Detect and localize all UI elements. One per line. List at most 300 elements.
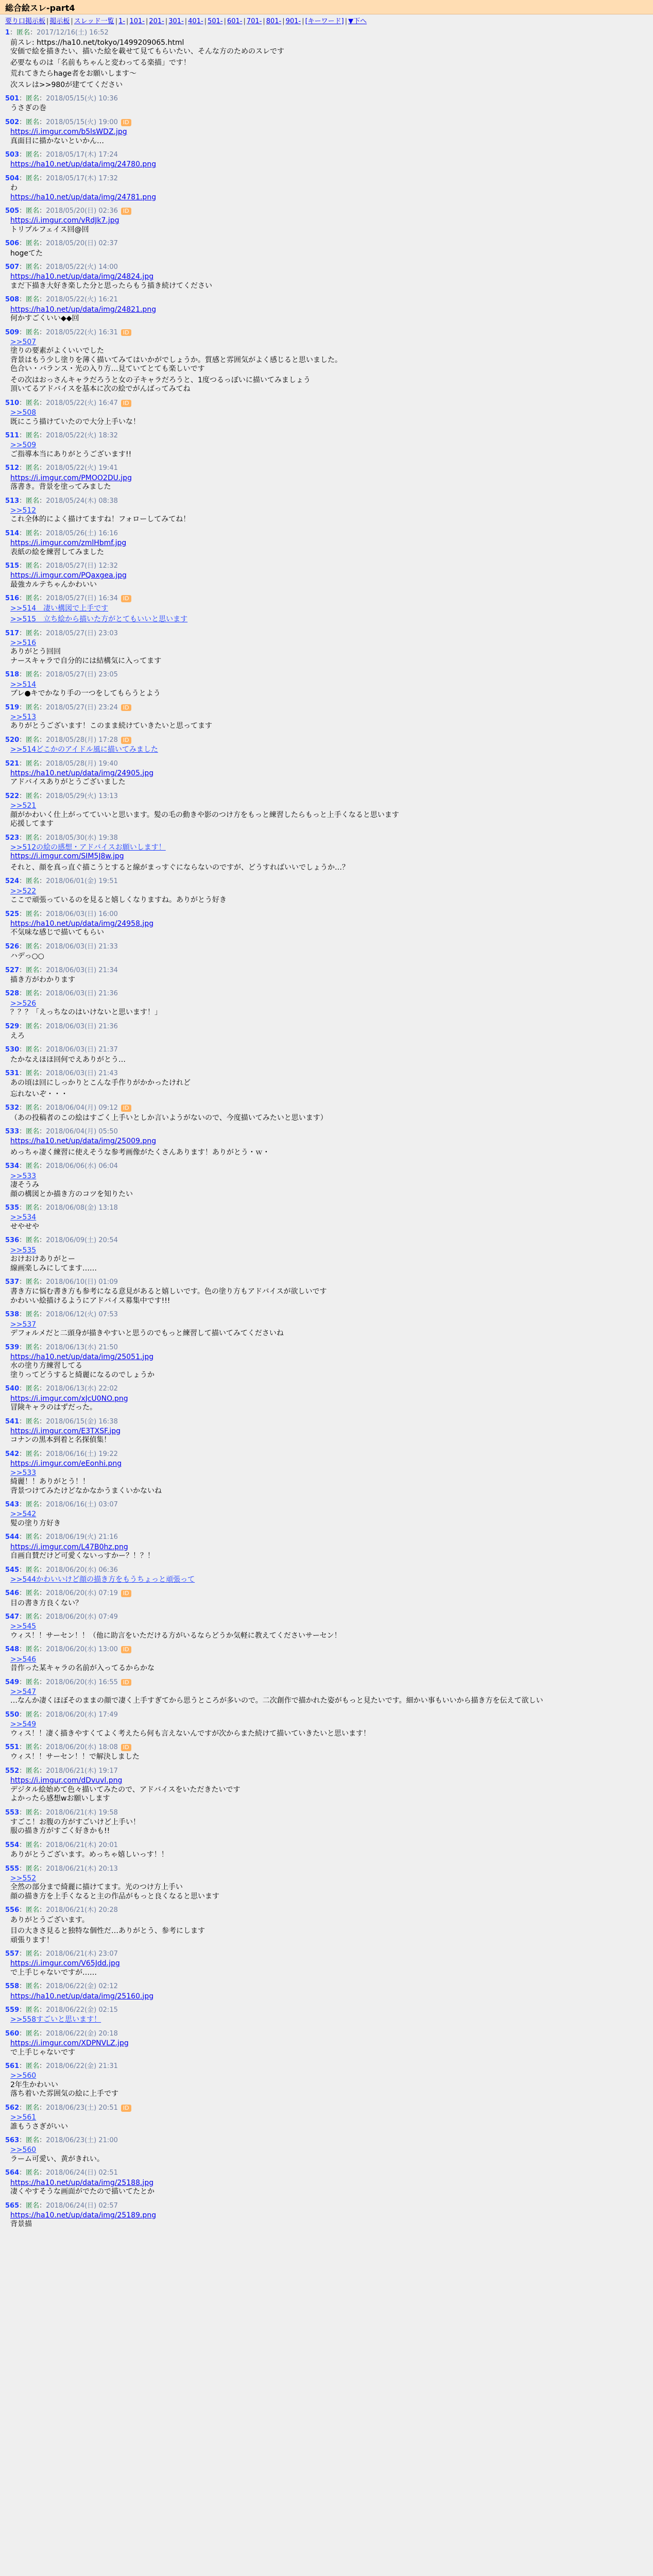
post-date: 2018/05/28(月) 17:28 xyxy=(46,736,118,744)
post-number[interactable]: 543 xyxy=(5,1501,20,1509)
post-header xyxy=(5,1906,648,1914)
reply-anchor[interactable]: >>552 xyxy=(10,1874,37,1883)
post-date: 2018/05/27(日) 16:34 xyxy=(46,595,118,603)
nav-separator: | xyxy=(71,18,73,25)
post-author: 匿名 xyxy=(26,1678,40,1686)
post-text: ご指導本当にありがとうございます!! xyxy=(10,450,132,459)
nav-link[interactable]: 掲示板 xyxy=(49,18,70,25)
image-link[interactable]: https://ha10.net/up/data/img/24821.png xyxy=(10,305,157,314)
reply-anchor[interactable]: >>515 立ち絵から描いた方がとてもいいと思います xyxy=(10,615,188,623)
post xyxy=(5,1162,648,1199)
nav-separator: | xyxy=(204,18,207,25)
post-text: 目の書き方良くない？ xyxy=(10,1599,82,1607)
post-number[interactable]: 514 xyxy=(5,529,20,537)
nav-link[interactable]: 101- xyxy=(129,18,145,25)
post xyxy=(5,1566,648,1585)
post-text: よかったら感想wお願いします xyxy=(10,1794,110,1803)
post-header xyxy=(5,1162,648,1171)
post xyxy=(5,1841,648,1860)
post-separator: ： xyxy=(19,562,26,570)
post-number[interactable]: 549 xyxy=(5,1678,20,1686)
post-author: 匿名 xyxy=(26,1450,40,1458)
post-separator: ： xyxy=(19,2201,26,2210)
post-date: 2018/05/27(日) 23:05 xyxy=(46,671,118,679)
reply-anchor[interactable]: >>508 xyxy=(10,409,37,417)
post-author: 匿名 xyxy=(26,1646,40,1654)
nav-link[interactable]: 901- xyxy=(285,18,301,25)
post-number[interactable]: 546 xyxy=(5,1589,20,1598)
post-author: 匿名 xyxy=(26,1070,40,1077)
post-header xyxy=(5,1128,648,1136)
post xyxy=(5,399,648,427)
reply-anchor[interactable]: >>547 xyxy=(10,1687,37,1696)
image-link[interactable]: https://i.imgur.com/L47B0hz.png xyxy=(10,1543,128,1551)
post-id-badge: ID xyxy=(121,1646,131,1653)
nav-link[interactable]: 401- xyxy=(188,18,203,25)
post-author: 匿名 xyxy=(26,1417,40,1426)
post-body xyxy=(10,571,648,589)
post-body xyxy=(10,184,648,202)
post-separator: ： xyxy=(19,1808,26,1817)
post-text: これ全体的によく描けてますね！フォローしてみてね！ xyxy=(10,515,191,524)
post xyxy=(5,1278,648,1306)
post-date: 2018/06/03(日) 21:37 xyxy=(46,1046,118,1054)
post-text: 水の塗り方練習してる xyxy=(10,1362,82,1370)
post-number[interactable]: 537 xyxy=(5,1278,20,1286)
post-number[interactable]: 530 xyxy=(5,1046,20,1054)
post-body xyxy=(10,1776,648,1804)
reply-anchor[interactable]: >>533 xyxy=(10,1172,37,1180)
post-header xyxy=(5,497,648,505)
post-author: 匿名 xyxy=(26,1311,40,1319)
post-text: 安価で絵を描きたい、描いた絵を載せて見てもらいたい、そんな方のためのスレです xyxy=(10,47,284,56)
post-separator: ： xyxy=(19,1743,26,1751)
image-link[interactable]: https://ha10.net/up/data/img/25189.png xyxy=(10,2211,157,2219)
post-date: 2018/06/19(火) 21:16 xyxy=(46,1533,118,1541)
post-id-badge: ID xyxy=(121,704,131,711)
image-link[interactable]: https://ha10.net/up/data/img/24905.jpg xyxy=(10,769,154,777)
post-number[interactable]: 528 xyxy=(5,990,20,998)
post-separator: ： xyxy=(19,1022,26,1030)
post-separator: ： xyxy=(19,1236,26,1245)
post-number[interactable]: 503 xyxy=(5,151,20,159)
post-number[interactable]: 508 xyxy=(5,296,20,304)
post-author: 匿名 xyxy=(26,1236,40,1245)
post-number[interactable]: 506 xyxy=(5,240,20,248)
reply-anchor[interactable]: >>509 xyxy=(10,441,37,450)
post-date: 2018/06/03(日) 21:33 xyxy=(46,942,118,951)
image-link[interactable]: https://ha10.net/up/data/img/24958.jpg xyxy=(10,919,154,928)
nav-link[interactable]: 601- xyxy=(227,18,243,25)
post-number[interactable]: 548 xyxy=(5,1646,20,1654)
post-separator: ： xyxy=(39,328,46,336)
post-separator: ： xyxy=(19,1566,26,1574)
post-body xyxy=(10,2146,648,2164)
post-number[interactable]: 562 xyxy=(5,2104,20,2112)
post-number[interactable]: 502 xyxy=(5,118,20,126)
reply-anchor[interactable]: >>516 xyxy=(10,638,37,647)
post-number[interactable]: 538 xyxy=(5,1311,20,1319)
post xyxy=(5,2202,648,2229)
reply-anchor[interactable]: >>560 xyxy=(10,2072,37,2080)
post-separator: ： xyxy=(19,1678,26,1686)
post-number[interactable]: 520 xyxy=(5,736,20,744)
post-separator: ： xyxy=(39,240,46,248)
post-author: 匿名 xyxy=(26,2006,40,2014)
post-separator: ： xyxy=(39,759,46,768)
post-body xyxy=(10,2072,648,2099)
post-header xyxy=(5,1104,648,1112)
post-number[interactable]: 565 xyxy=(5,2201,20,2210)
post-id-badge: ID xyxy=(121,1105,131,1112)
post-number[interactable]: 509 xyxy=(5,328,20,336)
post-author: 匿名 xyxy=(26,207,40,215)
post-number[interactable]: 527 xyxy=(5,966,20,974)
post-number[interactable]: 512 xyxy=(5,464,20,472)
post-date: 2018/05/15(火) 10:36 xyxy=(46,95,118,103)
post xyxy=(5,1070,648,1099)
nav-link[interactable]: 要り口掲示板 xyxy=(5,18,46,25)
post-body xyxy=(10,249,648,259)
image-link[interactable]: https://ha10.net/up/data/img/24781.png xyxy=(10,193,157,201)
nav-link[interactable]: 501- xyxy=(208,18,223,25)
post-number[interactable]: 521 xyxy=(5,759,20,768)
reply-anchor[interactable]: >>560 xyxy=(10,2146,37,2155)
reply-anchor[interactable]: >>521 xyxy=(10,802,37,810)
post-separator: ： xyxy=(19,174,26,182)
reply-anchor[interactable]: >>526 xyxy=(10,999,37,1008)
post-number[interactable]: 515 xyxy=(5,562,20,570)
post-body xyxy=(10,2015,648,2025)
reply-anchor[interactable]: >>535 xyxy=(10,1246,37,1255)
reply-anchor[interactable]: >>512の絵の感想・アドバイスお願いします！ xyxy=(10,843,166,852)
post-separator: ： xyxy=(19,1417,26,1426)
post-separator: ： xyxy=(39,1533,46,1541)
image-link[interactable]: https://i.imgur.com/b5lsWDZ.jpg xyxy=(10,128,127,136)
post-number[interactable]: 523 xyxy=(5,834,20,842)
post-text: その次はおっさんキャラだろうと女の子キャラだろうと、1度つるっぽいに描いてみましょう xyxy=(10,376,311,384)
image-link[interactable]: https://i.imgur.com/eEonhi.png xyxy=(10,1460,122,1468)
post-separator: ： xyxy=(19,1906,26,1914)
reply-anchor[interactable]: >>514 凄い構図で上手です xyxy=(10,604,109,613)
post xyxy=(5,671,648,698)
post-number[interactable]: 518 xyxy=(5,671,20,679)
post-text: ありがとう回回 xyxy=(10,648,61,656)
post-date: 2018/06/23(土) 21:00 xyxy=(46,2137,118,2144)
post-number[interactable]: 539 xyxy=(5,1343,20,1351)
post-body xyxy=(10,1353,648,1380)
nav-link[interactable]: 801- xyxy=(266,18,282,25)
reply-anchor[interactable]: >>537 xyxy=(10,1320,37,1329)
post-text: 線画楽しみにしてます…… xyxy=(10,1264,97,1273)
post-number[interactable]: 553 xyxy=(5,1808,20,1817)
image-link[interactable]: https://i.imgur.com/xJcU0NO.png xyxy=(10,1394,128,1403)
post-number[interactable]: 513 xyxy=(5,497,20,505)
post-separator: ： xyxy=(19,296,26,304)
post-number[interactable]: 550 xyxy=(5,1710,20,1719)
image-link[interactable]: https://i.imgur.com/zmlHbmf.jpg xyxy=(10,539,127,547)
post-number[interactable]: 532 xyxy=(5,1104,20,1112)
post xyxy=(5,1679,648,1706)
post-header xyxy=(5,1982,648,1991)
post xyxy=(5,118,648,146)
post-separator: ： xyxy=(19,910,26,918)
post-number[interactable]: 544 xyxy=(5,1533,20,1541)
image-link[interactable]: https://i.imgur.com/SIM5J8w.jpg xyxy=(10,852,124,861)
reply-anchor[interactable]: >>513 xyxy=(10,713,37,721)
post-number[interactable]: 536 xyxy=(5,1236,20,1245)
post-body xyxy=(10,1395,648,1413)
post-author: 匿名 xyxy=(26,1743,40,1751)
image-link[interactable]: https://i.imgur.com/dDvuvl.png xyxy=(10,1776,123,1785)
post-date: 2018/05/27(日) 23:03 xyxy=(46,629,118,637)
post-separator: ： xyxy=(39,703,46,711)
post-header xyxy=(5,1311,648,1319)
post xyxy=(5,910,648,938)
post-header xyxy=(5,990,648,998)
post-number[interactable]: 534 xyxy=(5,1162,20,1171)
nav-link[interactable]: 301- xyxy=(168,18,184,25)
post-date: 2018/06/09(土) 20:54 xyxy=(46,1236,118,1245)
post-id-badge: ID xyxy=(121,737,131,744)
post-id-badge: ID xyxy=(121,1679,131,1686)
post-number[interactable]: 563 xyxy=(5,2137,20,2144)
post-number[interactable]: 501 xyxy=(5,95,20,103)
post-date: 2018/06/21(木) 20:28 xyxy=(46,1906,118,1914)
image-link[interactable]: https://i.imgur.com/PQaxgea.jpg xyxy=(10,571,127,580)
post-header xyxy=(5,630,648,638)
post-text: 綺麗！！ありがとう！！ xyxy=(10,1478,90,1486)
reply-anchor[interactable]: >>546 xyxy=(10,1655,37,1664)
post-number[interactable]: 542 xyxy=(5,1450,20,1458)
post-text: 顔がかわいく仕上がってていいと思います。髪の毛の動きや影のつけ方をもっと練習したらもっと上手くなると思います xyxy=(10,810,399,819)
post-date: 2018/05/22(火) 16:47 xyxy=(46,399,118,407)
post-separator: ： xyxy=(39,671,46,679)
post-number[interactable]: 522 xyxy=(5,792,20,800)
post xyxy=(5,736,648,755)
post-header xyxy=(5,1046,648,1054)
post-author: 匿名 xyxy=(26,1808,40,1817)
post-separator: ： xyxy=(39,464,46,472)
nav-link[interactable]: ▼下へ xyxy=(348,18,367,25)
reply-anchor[interactable]: >>507 xyxy=(10,337,37,346)
post-number[interactable]: 505 xyxy=(5,207,20,215)
post-number[interactable]: 560 xyxy=(5,2029,20,2038)
post-author: 匿名 xyxy=(26,1566,40,1574)
post-number[interactable]: 529 xyxy=(5,1022,20,1030)
reply-anchor[interactable]: >>512 xyxy=(10,506,37,515)
post-body xyxy=(10,1246,648,1274)
post-author: 匿名 xyxy=(26,1982,40,1991)
post-separator: ： xyxy=(19,399,26,407)
thread-navigation xyxy=(0,14,653,29)
post-header xyxy=(5,2202,648,2210)
post-body xyxy=(10,2113,648,2131)
post-number[interactable]: 507 xyxy=(5,263,20,271)
post-number[interactable]: 547 xyxy=(5,1613,20,1621)
reply-anchor[interactable]: >>522 xyxy=(10,887,37,895)
nav-link[interactable]: 1- xyxy=(118,18,126,25)
post-number[interactable]: 554 xyxy=(5,1841,20,1849)
post xyxy=(5,1589,648,1608)
post xyxy=(5,1865,648,1902)
reply-anchor[interactable]: >>561 xyxy=(10,2113,37,2122)
post-number[interactable]: 533 xyxy=(5,1128,20,1136)
post-separator: ： xyxy=(39,118,46,126)
post-text: 前スレ: https://ha10.net/tokyo/1499209065.html xyxy=(10,38,184,47)
reply-anchor[interactable]: >>558すごいと思います！ xyxy=(10,2015,101,2024)
post xyxy=(5,1104,648,1123)
post-body xyxy=(10,1427,648,1445)
post-author: 匿名 xyxy=(26,1613,40,1621)
post-separator: ： xyxy=(39,207,46,215)
image-link[interactable]: https://i.imgur.com/vRdJk7.jpg xyxy=(10,216,119,225)
image-link[interactable]: https://ha10.net/up/data/img/25160.jpg xyxy=(10,1992,154,2001)
post-number[interactable]: 555 xyxy=(5,1865,20,1873)
post-separator: ： xyxy=(39,497,46,505)
image-link[interactable]: https://ha10.net/up/data/img/25051.jpg xyxy=(10,1352,154,1361)
post-header xyxy=(5,1865,648,1873)
nav-separator: | xyxy=(263,18,265,25)
post-header xyxy=(5,910,648,919)
post-header xyxy=(5,1070,648,1078)
post-body xyxy=(10,1510,648,1528)
post-number[interactable]: 517 xyxy=(5,629,20,637)
post-body xyxy=(10,1916,648,1945)
post-number[interactable]: 519 xyxy=(5,703,20,711)
reply-anchor[interactable]: >>542 xyxy=(10,1510,37,1519)
post-text: ナースキャラで自分的には結構気に入ってます xyxy=(10,656,162,665)
post-number[interactable]: 525 xyxy=(5,910,20,918)
post-number[interactable]: 524 xyxy=(5,877,20,886)
post-text: 描き方がわかります xyxy=(10,975,75,984)
post-date: 2018/05/24(木) 08:38 xyxy=(46,497,118,505)
post-author: 匿名 xyxy=(26,910,40,918)
post-number[interactable]: 526 xyxy=(5,942,20,951)
post-number[interactable]: 531 xyxy=(5,1070,20,1077)
post-separator: ： xyxy=(19,1589,26,1598)
post-number[interactable]: 561 xyxy=(5,2062,20,2070)
image-link[interactable]: https://ha10.net/up/data/img/24824.jpg xyxy=(10,273,154,281)
post-header xyxy=(5,595,648,603)
post-header xyxy=(5,1711,648,1719)
image-link[interactable]: https://ha10.net/up/data/img/25009.png xyxy=(10,1137,157,1146)
post-author: 匿名 xyxy=(26,1104,40,1112)
post-number[interactable]: 558 xyxy=(5,1982,20,1991)
reply-anchor[interactable]: >>514どこかのアイドル風に描いてみました xyxy=(10,745,158,754)
post-number[interactable]: 540 xyxy=(5,1385,20,1393)
post-number[interactable]: 556 xyxy=(5,1906,20,1914)
post-number[interactable]: 551 xyxy=(5,1743,20,1751)
nav-link[interactable]: スレッド一覧 xyxy=(74,18,114,25)
post xyxy=(5,760,648,787)
post-separator: ： xyxy=(19,118,26,126)
post-number[interactable]: 564 xyxy=(5,2169,20,2177)
post-body xyxy=(10,104,648,113)
post xyxy=(5,943,648,961)
post-author: 匿名 xyxy=(26,1950,40,1958)
reply-anchor[interactable]: >>534 xyxy=(10,1213,37,1222)
nav-link[interactable]: 201- xyxy=(149,18,164,25)
post-text: ありがとうございます。 xyxy=(10,1916,89,1924)
post-number[interactable]: 541 xyxy=(5,1417,20,1426)
post-text: トリプルフェイス回@回 xyxy=(10,225,89,234)
reply-anchor[interactable]: >>544かわいいけど顔の描き方をもうちょっと頑張って xyxy=(10,1575,195,1584)
post-date: 2018/05/22(火) 16:31 xyxy=(46,328,118,336)
post-header xyxy=(5,1613,648,1621)
reply-anchor[interactable]: >>549 xyxy=(10,1720,37,1728)
post-text: で上手じゃないです xyxy=(10,2048,75,2057)
post-header xyxy=(5,2006,648,2014)
post-number[interactable]: 1 xyxy=(5,29,10,37)
post-separator: ： xyxy=(19,2062,26,2070)
image-link[interactable]: https://ha10.net/up/data/img/25188.jpg xyxy=(10,2178,154,2187)
post-separator: ： xyxy=(39,834,46,842)
post-text: 次スレは>>980が建ててください xyxy=(10,80,123,89)
post-text: 頑張ります！ xyxy=(10,1936,54,1944)
post-body xyxy=(10,1114,648,1123)
post-header xyxy=(5,399,648,408)
reply-anchor[interactable]: >>545 xyxy=(10,1622,37,1631)
post-number[interactable]: 559 xyxy=(5,2006,20,2014)
post-separator: ： xyxy=(39,1566,46,1574)
post-text: 背景描 xyxy=(10,2220,32,2229)
post-header xyxy=(5,1767,648,1775)
post-date: 2018/06/24(日) 02:57 xyxy=(46,2201,118,2210)
post-separator: ： xyxy=(39,1022,46,1030)
post-text: 落書き。背景を塗ってみました xyxy=(10,483,111,491)
post-number[interactable]: 535 xyxy=(5,1204,20,1212)
post-number[interactable]: 545 xyxy=(5,1566,20,1574)
nav-link[interactable]: 701- xyxy=(246,18,262,25)
post-number[interactable]: 504 xyxy=(5,174,20,182)
image-link[interactable]: https://i.imgur.com/XDPNVLZ.jpg xyxy=(10,2039,129,2047)
post xyxy=(5,1046,648,1064)
post-separator: ： xyxy=(19,1162,26,1171)
post xyxy=(5,630,648,666)
post-number[interactable]: 511 xyxy=(5,432,20,439)
post-number[interactable]: 516 xyxy=(5,595,20,603)
post-header xyxy=(5,760,648,768)
post-header xyxy=(5,1841,648,1850)
post-number[interactable]: 557 xyxy=(5,1950,20,1958)
post-number[interactable]: 552 xyxy=(5,1767,20,1775)
post-separator: ： xyxy=(39,1343,46,1351)
post-separator: ： xyxy=(19,1128,26,1136)
post-separator: ： xyxy=(39,1865,46,1873)
post-separator: ： xyxy=(19,1646,26,1654)
image-link[interactable]: https://i.imgur.com/E3TXSF.jpg xyxy=(10,1427,121,1435)
post-id-badge: ID xyxy=(121,400,131,407)
nav-link[interactable]: [キーワード] xyxy=(305,18,344,25)
image-link[interactable]: https://ha10.net/up/data/img/24780.png xyxy=(10,160,157,169)
image-link[interactable]: https://i.imgur.com/PMOO2DU.jpg xyxy=(10,473,132,482)
post-text: かわいい絵描けるようにアドバイス募集中です!!! xyxy=(10,1296,170,1305)
post-text: ウィス！！サーセン！！で解決しました xyxy=(10,1753,140,1761)
image-link[interactable]: https://i.imgur.com/V65Jdd.jpg xyxy=(10,1959,120,1968)
post-number[interactable]: 510 xyxy=(5,399,20,407)
post-text: 凄くやすそうな画面がでたので描いてたとか xyxy=(10,2188,154,2196)
post-separator: ： xyxy=(19,877,26,886)
post-date: 2018/06/08(金) 13:18 xyxy=(46,1204,118,1212)
post xyxy=(5,595,648,624)
reply-anchor[interactable]: >>514 xyxy=(10,680,37,689)
post xyxy=(5,1385,648,1412)
post-date: 2018/06/21(木) 20:13 xyxy=(46,1865,118,1873)
reply-anchor[interactable]: >>533 xyxy=(10,1468,37,1477)
post xyxy=(5,990,648,1017)
post-separator: ： xyxy=(19,792,26,800)
